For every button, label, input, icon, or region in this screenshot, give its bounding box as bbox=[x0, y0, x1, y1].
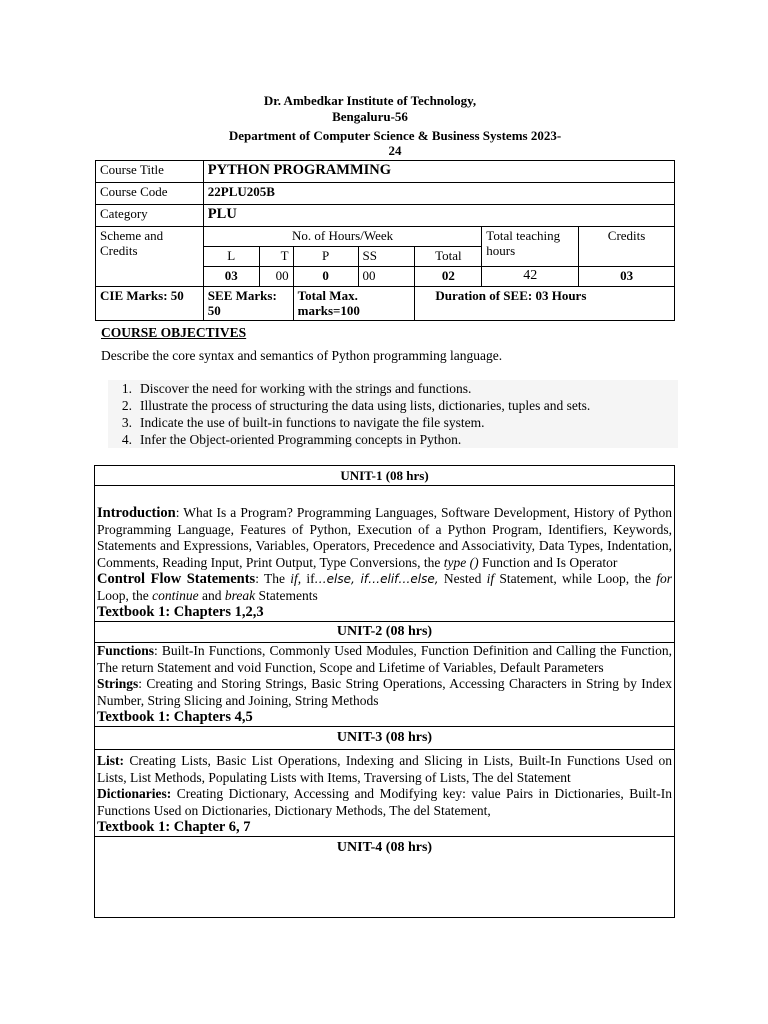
credits-value: 03 bbox=[579, 267, 675, 287]
list-item-number: 3. bbox=[121, 415, 132, 430]
unit-4-heading: UNIT-4 (08 hrs) bbox=[95, 836, 674, 859]
see-duration: Duration of SEE: 03 Hours bbox=[415, 287, 675, 321]
control-flow-text-3: Nested bbox=[438, 571, 487, 586]
list-item-number: 2. bbox=[121, 398, 132, 413]
col-p: P bbox=[293, 247, 358, 267]
units-table bbox=[94, 465, 675, 918]
strings-text: : Creating and Storing Strings, Basic String Operations, Accessing Characters in String by Index Number, String Slicing and Joining, String Methods bbox=[97, 676, 672, 708]
list-item-text: Indicate the use of built-in functions to navigate the file system. bbox=[140, 415, 485, 430]
list-item bbox=[108, 397, 678, 414]
list-label: List: bbox=[97, 753, 124, 768]
control-flow-else: …else, if…elif…else, bbox=[314, 572, 439, 586]
department-line1: Department of Computer Science & Business Systems 2023- bbox=[228, 128, 562, 143]
course-title-value: PYTHON PROGRAMMING bbox=[203, 161, 674, 183]
objectives-list bbox=[108, 380, 678, 448]
objectives-description: Describe the core syntax and semantics of Python programming language. bbox=[101, 348, 503, 363]
objectives-heading: COURSE OBJECTIVES bbox=[101, 325, 247, 340]
control-flow-text-6: and bbox=[198, 587, 225, 603]
functions-label: Functions bbox=[97, 643, 155, 658]
introduction-tail: Function and Is Operator bbox=[478, 554, 618, 570]
control-flow-text: : The bbox=[255, 571, 291, 586]
category-label: Category bbox=[96, 205, 204, 227]
strings-label: Strings bbox=[97, 676, 139, 691]
credits-label: Credits bbox=[579, 227, 675, 267]
control-flow-text-5: Loop, the bbox=[97, 587, 153, 603]
dictionaries-text: Creating Dictionary, Accessing and Modifying key: value Pairs in Dictionaries, Built-In Functions Used on Dictionaries, Dictionary Methods, The del Statement, bbox=[97, 786, 672, 818]
list-item bbox=[108, 414, 678, 431]
col-ss: SS bbox=[358, 247, 415, 267]
course-code-value: 22PLU205B bbox=[203, 183, 674, 205]
see-marks: SEE Marks: 50 bbox=[203, 287, 293, 321]
control-flow-break: break bbox=[224, 587, 256, 603]
cie-marks: CIE Marks: 50 bbox=[96, 287, 204, 321]
unit-1-textbook: Textbook 1: Chapters 1,2,3 bbox=[97, 604, 264, 620]
val-t: 00 bbox=[259, 267, 293, 287]
unit-3-list bbox=[95, 750, 674, 786]
total-max-marks: Total Max. marks=100 bbox=[293, 287, 415, 321]
unit-3-dictionaries bbox=[95, 786, 674, 819]
category-value: PLU bbox=[203, 205, 674, 227]
list-item bbox=[108, 431, 678, 448]
introduction-type: type () bbox=[443, 554, 479, 570]
list-item-text: Discover the need for working with the strings and functions. bbox=[140, 381, 472, 396]
unit-2-heading: UNIT-2 (08 hrs) bbox=[95, 621, 674, 643]
institute-name: Dr. Ambedkar Institute of Technology, bbox=[263, 93, 477, 108]
col-l: L bbox=[203, 247, 259, 267]
unit-3-textbook: Textbook 1: Chapter 6, 7 bbox=[97, 819, 251, 835]
introduction-text: : What Is a Program? Programming Languages, Software Development, History of Python Programming Language, Features of Python, Execution of a Python Program, Identifiers, Keywords, Statements and Expressions, Variables, Operators, Precedence and Associativity, Data Types, Indentation, Comments, Reading Input, Print Output, Type Conversions, the bbox=[97, 505, 672, 570]
list-text: Creating Lists, Basic List Operations, Indexing and Slicing in Lists, Built-In Functions Used on Lists, List Methods, Populating Lists with Items, Traversing of Lists, The del Statement bbox=[97, 753, 672, 785]
control-flow-for: for bbox=[656, 571, 672, 586]
teaching-hours-label: Total teaching hours bbox=[482, 227, 579, 267]
unit-3-heading: UNIT-3 (08 hrs) bbox=[95, 726, 674, 750]
unit-1-heading: UNIT-1 (08 hrs) bbox=[95, 466, 674, 486]
course-info-table bbox=[95, 160, 675, 321]
list-item-number: 1. bbox=[121, 381, 132, 396]
control-flow-text-4: Statement, while Loop, the bbox=[494, 571, 657, 586]
control-flow-if-2: if bbox=[486, 571, 495, 586]
val-total: 02 bbox=[415, 267, 482, 287]
hours-per-week-label: No. of Hours/Week bbox=[203, 227, 482, 247]
control-flow-if: if, bbox=[290, 571, 302, 586]
department-line2: 24 bbox=[388, 143, 402, 158]
scheme-label: Scheme and Credits bbox=[96, 227, 204, 287]
list-item-text: Illustrate the process of structuring the data using lists, dictionaries, tuples and sets. bbox=[140, 398, 591, 413]
col-total: Total bbox=[415, 247, 482, 267]
unit-1-introduction bbox=[95, 505, 674, 571]
col-t: T bbox=[259, 247, 293, 267]
list-item-number: 4. bbox=[121, 432, 132, 447]
val-ss: 00 bbox=[358, 267, 415, 287]
control-flow-text-2: if bbox=[301, 571, 315, 586]
institute-city: Bengaluru-56 bbox=[332, 109, 408, 124]
functions-text: : Built-In Functions, Commonly Used Modules, Function Definition and Calling the Function, The return Statement and void Function, Scope and Lifetime of Variables, Default Parameters bbox=[97, 643, 672, 675]
control-flow-label: Control Flow Statements bbox=[97, 571, 256, 587]
unit-2-functions bbox=[95, 643, 674, 676]
val-p: 0 bbox=[293, 267, 358, 287]
course-title-label: Course Title bbox=[96, 161, 204, 183]
control-flow-text-7: Statements bbox=[255, 587, 318, 603]
introduction-label: Introduction bbox=[97, 505, 176, 521]
unit-2-textbook: Textbook 1: Chapters 4,5 bbox=[97, 709, 253, 725]
dictionaries-label: Dictionaries: bbox=[97, 786, 172, 801]
unit-2-strings bbox=[95, 676, 674, 709]
course-code-label: Course Code bbox=[96, 183, 204, 205]
list-item-text: Infer the Object-oriented Programming concepts in Python. bbox=[140, 432, 462, 447]
teaching-hours-value: 42 bbox=[482, 267, 579, 287]
list-item bbox=[108, 380, 678, 397]
val-l: 03 bbox=[203, 267, 259, 287]
control-flow-continue: continue bbox=[152, 587, 199, 603]
unit-1-control-flow bbox=[95, 571, 674, 604]
